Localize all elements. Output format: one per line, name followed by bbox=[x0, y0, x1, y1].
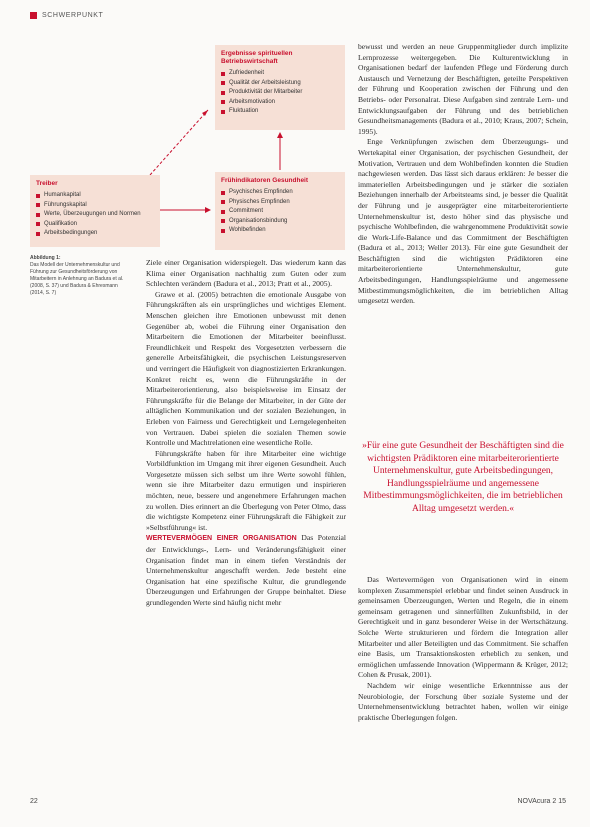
bullet-icon bbox=[221, 100, 225, 104]
bullet-icon bbox=[36, 222, 40, 226]
bullet-icon bbox=[221, 210, 225, 214]
section-heading: WERTEVERMÖGEN EINER ORGANISATION bbox=[146, 535, 297, 543]
paragraph: Das Wertevermögen von Organisationen wird in einem komplexen Zusammenspiel erlebbar und findet seinen Ausdruck in gemeinsamen Überzeugungen, Werten und Regeln, die in einem gemeinsam getragenen und sinnerfüllten Zukunftsbild, in der Gerechtigkeit und in ganz besonderer Weise in der Wertschätzung. Solche Werte strukturieren und fördern die Integration aller Mitarbeiter und aller Beteiligten und das Commitment. Sie schaffen eine Basis, um Transaktionskosten erheblich zu senken, und ermöglichen umfassende Innovation (Wippermann & Krüger, 2012; Cohen & Prusak, 2001). bbox=[358, 575, 568, 680]
figure-caption bbox=[30, 255, 130, 297]
page-number: 22 bbox=[30, 798, 38, 805]
early-box-title: Frühindikatoren Gesundheit bbox=[221, 177, 309, 184]
results-box bbox=[215, 45, 345, 130]
drivers-item: Werte, Überzeugungen und Normen bbox=[36, 210, 154, 220]
results-box-title: Ergebnisse spirituellen Betriebswirtschaft bbox=[221, 50, 293, 65]
results-item: Produktivität der Mitarbeiter bbox=[221, 88, 339, 98]
bullet-icon bbox=[221, 72, 225, 76]
caption-label: Abbildung 1: bbox=[30, 255, 61, 261]
results-item: Fluktuation bbox=[221, 107, 339, 117]
early-indicators-box bbox=[215, 172, 345, 250]
right-text-column-top bbox=[358, 42, 568, 307]
bullet-icon bbox=[221, 219, 225, 223]
paragraph: Ziele einer Organisation widerspiegelt. Das wiederum kann das Klima einer Organisation nachhaltig zum Guten oder zum Schlechten verändern (Badura et al., 2013; Pratt et al., 2005). bbox=[146, 258, 346, 289]
bullet-icon bbox=[221, 91, 225, 95]
drivers-item: Arbeitsbedingungen bbox=[36, 229, 154, 239]
bullet-icon bbox=[221, 229, 225, 233]
paragraph: Enge Verknüpfungen zwischen dem Überzeugungs- und Wertekapital einer Organisation, der psychischen Gesundheit, der Motivation, Vertrauen und dem Wohlbefinden konnten die Studien nachgewiesen werden. Das lässt sich daraus erklären: Je besser die immateriellen Arbeitsbedingungen und je stärker die sozialen Beziehungen innerhalb der Arbeitsteams sind, je besser die Qualität der Führung und je ausgeprägter eine mitarbeiterorientierte Unternehmenskultur ist, desto höher sind das physische und psychische Wohlbefinden, die wahrgenommene Produktivität sowie die Work-Life-Balance und das Commitment der Beschäftigten (Badura et al., 2013; Weller 2013). Für eine gute Gesundheit der Beschäftigten sind die wichtigsten Prädiktoren eine mitarbeiterorientierte Unternehmenskultur, gute Arbeitsbedingungen, Handlungsspielräume und angemessene Mitbestimmungsmöglichkeiten, die im betrieblichen Alltag umgesetzt werden. bbox=[358, 137, 568, 306]
bullet-icon bbox=[36, 213, 40, 217]
early-item: Wohlbefinden bbox=[221, 226, 339, 236]
drivers-item: Führungskapital bbox=[36, 201, 154, 211]
results-item: Arbeitsmotivation bbox=[221, 98, 339, 108]
drivers-box bbox=[30, 175, 160, 247]
bullet-icon bbox=[36, 232, 40, 236]
journal-name: NOVAcura 2 15 bbox=[517, 798, 566, 805]
pull-quote: »Für eine gute Gesundheit der Beschäftigten sind die wichtigsten Prädiktoren eine mitarbeiterorientierte Unternehmenskultur, gute Arbeitsbedingungen, Handlungsspielräume und angemessene Mitbestimmungsmöglichkeiten, die im betrieblichen Alltag umgesetzt werden.« bbox=[362, 441, 564, 514]
paragraph: Grawe et al. (2005) betrachten die emotionale Ausgabe von Führungskräften als ein ursprüngliches und wichtiges Element. Menschen gleichen ihre Emotionen unbewusst mit denen Gegenüber ab, wobei die Führung einer Organisation den Mitarbeitern die Emotionen der Mitarbeiter beeinflusst. Freundlichkeit und Respekt des Vorgesetzten verbessern die generelle Arbeitsfähigkeit, die psychischen Leistungsreserven und verringert die Häufigkeit von diagnostizierten Erkrankungen. Konkret reicht es, wenn die Führungskräfte in der Mitarbeiterorientierung, also beispielsweise im Einsatz der Führungskräfte für die Belange der Mitarbeiter, in der Güte der alltäglichen Kommunikation und der sozialen Beziehungen, in Erleben von Fairness und Gerechtigkeit und Lerngelegenheiten von Vertrauen. Dabei spielen die sozialen Themen sowie Kontrolle und Machtrelationen eine wesentliche Rolle. bbox=[146, 289, 346, 448]
paragraph: Nachdem wir einige wesentliche Erkenntnisse aus der Neurobiologie, der Forschung über soziale Systeme und der Unternehmensentwicklung betrachtet haben, wollen wir einige praktische Überlegungen folgen. bbox=[358, 680, 568, 722]
bullet-icon bbox=[221, 200, 225, 204]
drivers-item: Humankapital bbox=[36, 191, 154, 201]
early-item: Organisationsbindung bbox=[221, 217, 339, 227]
paragraph: Führungskräfte haben für ihre Mitarbeiter eine wichtige Vorbildfunktion im Umgang mit ihrer eigenen Gesundheit. Auch Vorgesetzte müssen sich selbst um ihre Werte sowohl fühlen, wenn sie ihre Mitarbeiter dazu ermutigen und inspirieren möchten, neue, bessere und angenehmere Erfahrungen machen zu wollen. Dies erinnert an die Überlegung von Peter Olmo, dass die wichtigste Kompetenz einer Führungskraft die Fähigkeit zur »Selbstführung« ist. bbox=[146, 448, 346, 532]
bullet-icon bbox=[221, 81, 225, 85]
bullet-icon bbox=[221, 110, 225, 114]
paragraph: bewusst und werden an neue Gruppenmitglieder durch implizite Lernprozesse weitergegeben. Die Kulturentwicklung in Organisationen bedarf der laufenden Pflege und Förderung durch Austausch und Vernetzung der Beschäftigten, geteilte Perspektiven der Führung und Kooperation zwischen der Führung und den Betriebs- oder Personalrat. Diese Aufgaben sind zentrale Lern- und Entwicklungsaufgaben der Führung und des betrieblichen Gesundheitsmanagements (Badura et al., 2010; Kraus, 2007; Schein, 1995). bbox=[358, 42, 568, 136]
drivers-item: Qualifikation bbox=[36, 220, 154, 230]
caption-text: Das Modell der Unternehmenskultur und Führung zur Gesundheitsförderung von Mitarbeitern in Anlehnung an Badura et al. (2008, S. 37) und Badura & Ehresmann (2014, S. 7) bbox=[30, 262, 124, 296]
results-item: Qualität der Arbeitsleistung bbox=[221, 79, 339, 89]
right-text-column-bottom bbox=[358, 575, 568, 723]
bullet-icon bbox=[36, 194, 40, 198]
drivers-box-title: Treiber bbox=[36, 180, 58, 187]
bullet-icon bbox=[36, 203, 40, 207]
section-label: SCHWERPUNKT bbox=[42, 12, 104, 19]
results-item: Zufriedenheit bbox=[221, 69, 339, 79]
left-text-column bbox=[146, 258, 346, 609]
paragraph: Das Potenzial der Entwicklungs-, Lern- und Veränderungsfähigkeit einer Organisation findet man in einem tiefen Verständnis der Unternehmenskultur angeschafft werden. Jede besteht eine Organisation hat eine spezifische Kultur, die grundlegende Überzeugungen und Erfahrungen der Gruppe beinhaltet. Diese grundlegenden Werte sind häufig nicht mehr bbox=[146, 533, 347, 607]
section-paragraph bbox=[146, 533, 346, 608]
early-item: Physisches Empfinden bbox=[221, 198, 339, 208]
early-item: Commitment bbox=[221, 207, 339, 217]
early-item: Psychisches Empfinden bbox=[221, 188, 339, 198]
bullet-icon bbox=[221, 191, 225, 195]
